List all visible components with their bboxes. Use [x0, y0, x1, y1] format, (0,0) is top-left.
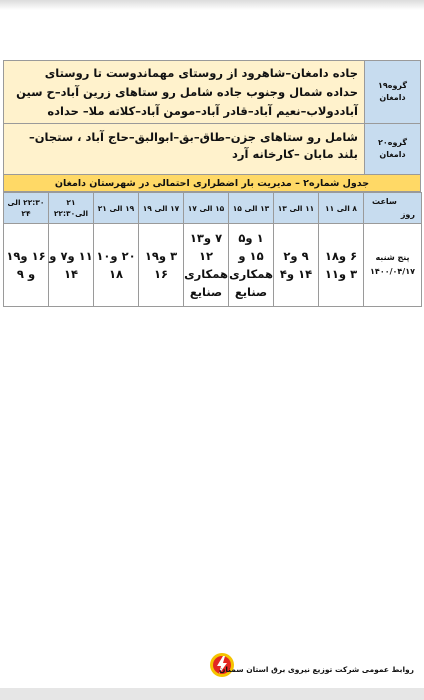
bottom-band	[0, 688, 424, 700]
schedule-cell	[139, 224, 184, 307]
cell-line: و ۹	[16, 267, 36, 281]
cell-line: صنایع	[189, 285, 223, 299]
cell-line: ۱ و۵	[238, 231, 264, 245]
group-label	[364, 124, 420, 174]
footer-organization: روابط عمومی شرکت توزیع نیروی برق استان سمنان	[218, 665, 414, 674]
cell-line: ۱۱ و۷ و	[49, 249, 93, 263]
cell-line: ۷ و۱۳	[189, 231, 223, 245]
cell-line: ۱۵ و	[238, 249, 264, 263]
header-cell: ۱۷ الی ۱۹	[139, 193, 184, 224]
header-cell: ۲۱ الی۲۲:۳۰	[49, 193, 94, 224]
group-row-19	[4, 61, 420, 124]
header-cell: ۲۲:۳۰ الی ۲۴	[4, 193, 49, 224]
schedule-cell	[49, 224, 94, 307]
schedule-cell	[94, 224, 139, 307]
day-name: پنج شنبه	[375, 253, 410, 262]
table-title: جدول شماره۲ – مدیریت بار اضطراری احتمالی در شهرستان دامغان	[3, 175, 421, 192]
header-cell: ۱۱ الی ۱۳	[274, 193, 319, 224]
cell-line: ۳ و۱۹	[144, 249, 178, 263]
header-cell: ۱۵ الی ۱۷	[184, 193, 229, 224]
day-cell	[364, 224, 422, 307]
schedule-cell	[319, 224, 364, 307]
schedule-cell	[229, 224, 274, 307]
table-row	[4, 224, 422, 307]
cell-line: ۱۲	[198, 249, 214, 263]
header-cell: ۱۹ الی ۲۱	[94, 193, 139, 224]
schedule-table	[3, 192, 422, 307]
cell-line: همکاری	[229, 267, 273, 281]
group-row-20	[4, 124, 420, 174]
header-row	[4, 193, 422, 224]
cell-line: ۱۸	[108, 267, 124, 281]
group-label-city: دامغان	[379, 93, 406, 102]
header-cell: ۱۳ الی ۱۵	[229, 193, 274, 224]
corner-hour-label: ساعت	[372, 197, 397, 206]
group-label-number: گروه۲۰	[377, 138, 408, 147]
schedule-cell	[274, 224, 319, 307]
cell-line: ۱۴	[63, 267, 79, 281]
cell-line: ۳ و۱۱	[324, 267, 358, 281]
corner-day-label: روز	[400, 210, 415, 219]
cell-line: ۲۰ و۱۰	[96, 249, 136, 263]
cell-line: ۱۶ و۱۹	[6, 249, 46, 263]
header-cell: ۸ الی ۱۱	[319, 193, 364, 224]
group-description: جاده دامغان–شاهرود از روستای مهماندوست تا روستای حداده شمال وجنوب جاده شامل رو ستاهای زرین آباد–ح سین آباددولاب–نعیم آباد–قادر آباد–مومن آباد–کلاته ملا– حداده	[4, 61, 364, 123]
schedule-cell	[184, 224, 229, 307]
corner-header-cell	[364, 193, 422, 224]
cell-line: ۹ و۲	[283, 249, 309, 263]
day-date: ۱۴۰۰/۰۴/۱۷	[370, 267, 415, 276]
footer	[0, 652, 424, 688]
top-shadow	[0, 0, 424, 10]
groups-table	[3, 60, 421, 175]
group-label-city: دامغان	[379, 150, 406, 159]
cell-line: ۶ و۱۸	[324, 249, 358, 263]
cell-line: صنایع	[234, 285, 268, 299]
group-label-number: گروه۱۹	[377, 81, 408, 90]
schedule-cell	[4, 224, 49, 307]
group-label	[364, 61, 420, 123]
cell-line: ۱۶	[153, 267, 169, 281]
group-description: شامل رو ستاهای جزن–طاق–بق–ابوالبق–حاج آباد ، ستجان–بلند مابان –کارخانه آرد	[4, 124, 364, 174]
cell-line: همکاری	[184, 267, 228, 281]
cell-line: ۱۴ و۴	[279, 267, 313, 281]
